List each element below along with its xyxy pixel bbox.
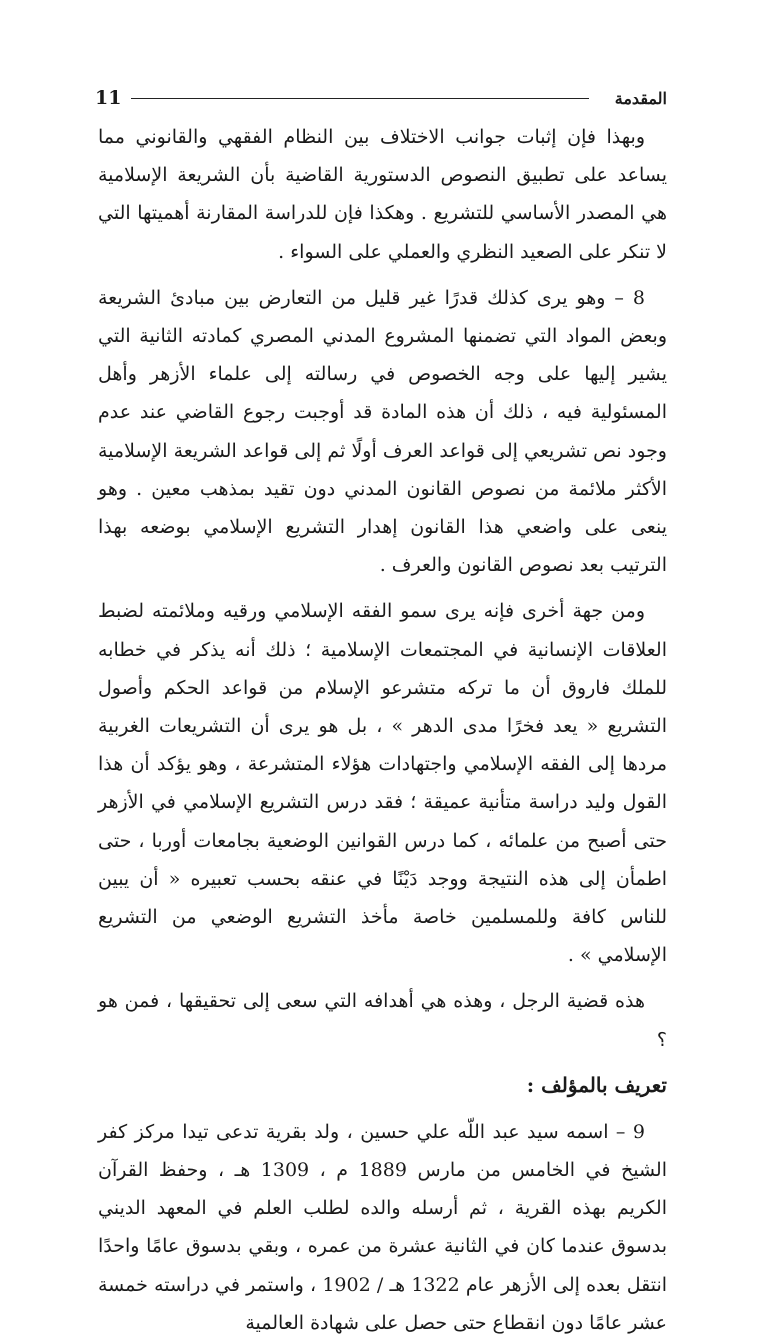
paragraph: وبهذا فإن إثبات جوانب الاختلاف بين النظام الفقهي والقانوني مما يساعد على تطبيق النصوص الدستورية القاضية بأن الشريعة الإسلامية هي المصدر الأساسي للتشريع . وهكذا فإن للدراسة المقارنة أهميتها التي لا تنكر على الصعيد النظري والعملي على السواء . xyxy=(98,126,667,263)
paragraph: هذه قضية الرجل ، وهذه هي أهدافه التي سعى إلى تحقيقها ، فمن هو ؟ xyxy=(98,990,667,1051)
paragraph: 8 – وهو يرى كذلك قدرًا غير قليل من التعارض بين مبادئ الشريعة وبعض المواد التي تضمنها المشروع المدني المصري كمادته الثانية التي يشير إليها على وجه الخصوص في رسالته إلى علماء الأزهر وأهل المسئولية فيه ، ذلك أن هذه المادة قد أوجبت رجوع القاضي عند عدم وجود نص تشريعي إلى قواعد العرف أولًا ثم إلى قواعد الشريعة الإسلامية الأكثر ملائمة من نصوص القانون المدني دون تقيد بمذهب معين . وهو ينعى على واضعي هذا القانون إهدار التشريع الإسلامي بوضعه بهذا الترتيب بعد نصوص القانون والعرف . xyxy=(98,286,667,577)
paragraph: 9 – اسمه سيد عبد اللّه علي حسين ، ولد بقرية تدعى تيدا مركز كفر الشيخ في الخامس من مارس 1889 م ، 1309 هـ ، وحفظ القرآن الكريم بهذه القرية ، ثم أرسله والده لطلب العلم في المعهد الديني بدسوق عندما كان في الثانية عشرة من عمره ، وبقي بدسوق عامًا واحدًا انتقل بعده إلى الأزهر عام 1322 هـ / 1902 ، واستمر في دراسته خمسة عشر عامًا دون انقطاع حتى حصل على شهادة العالمية xyxy=(98,1120,668,1334)
body-text xyxy=(98,118,667,1342)
page-number: 11 xyxy=(95,87,122,109)
paragraph: ومن جهة أخرى فإنه يرى سمو الفقه الإسلامي ورقيه وملائمته لضبط العلاقات الإنسانية في المجتمعات الإسلامية ؛ ذلك أنه يذكر في خطابه للملك فاروق أن ما تركه متشرعو الإسلام من قواعد الحكم وأصول التشريع « يعد فخرًا مدى الدهر » ، بل هو يرى أن التشريعات الغربية مردها إلى الفقه الإسلامي واجتهادات هؤلاء المتشرعة ، وهو يؤكد أن هذا القول وليد دراسة متأنية عميقة ؛ فقد درس التشريع الإسلامي في الأزهر حتى أصبح من علمائه ، كما درس القوانين الوضعية بجامعات أوربا ، حتى اطمأن إلى هذه النتيجة ووجد دَيْنًا في عنقه بحسب تعبيره « أن يبين للناس كافة وللمسلمين خاصة مأخذ التشريع الوضعي من التشريع الإسلامي » . xyxy=(98,600,667,967)
section-heading: تعريف بالمؤلف : xyxy=(526,1072,667,1097)
chapter-title: المقدمة xyxy=(614,89,667,108)
running-header xyxy=(95,86,667,112)
header-rule xyxy=(131,98,589,99)
